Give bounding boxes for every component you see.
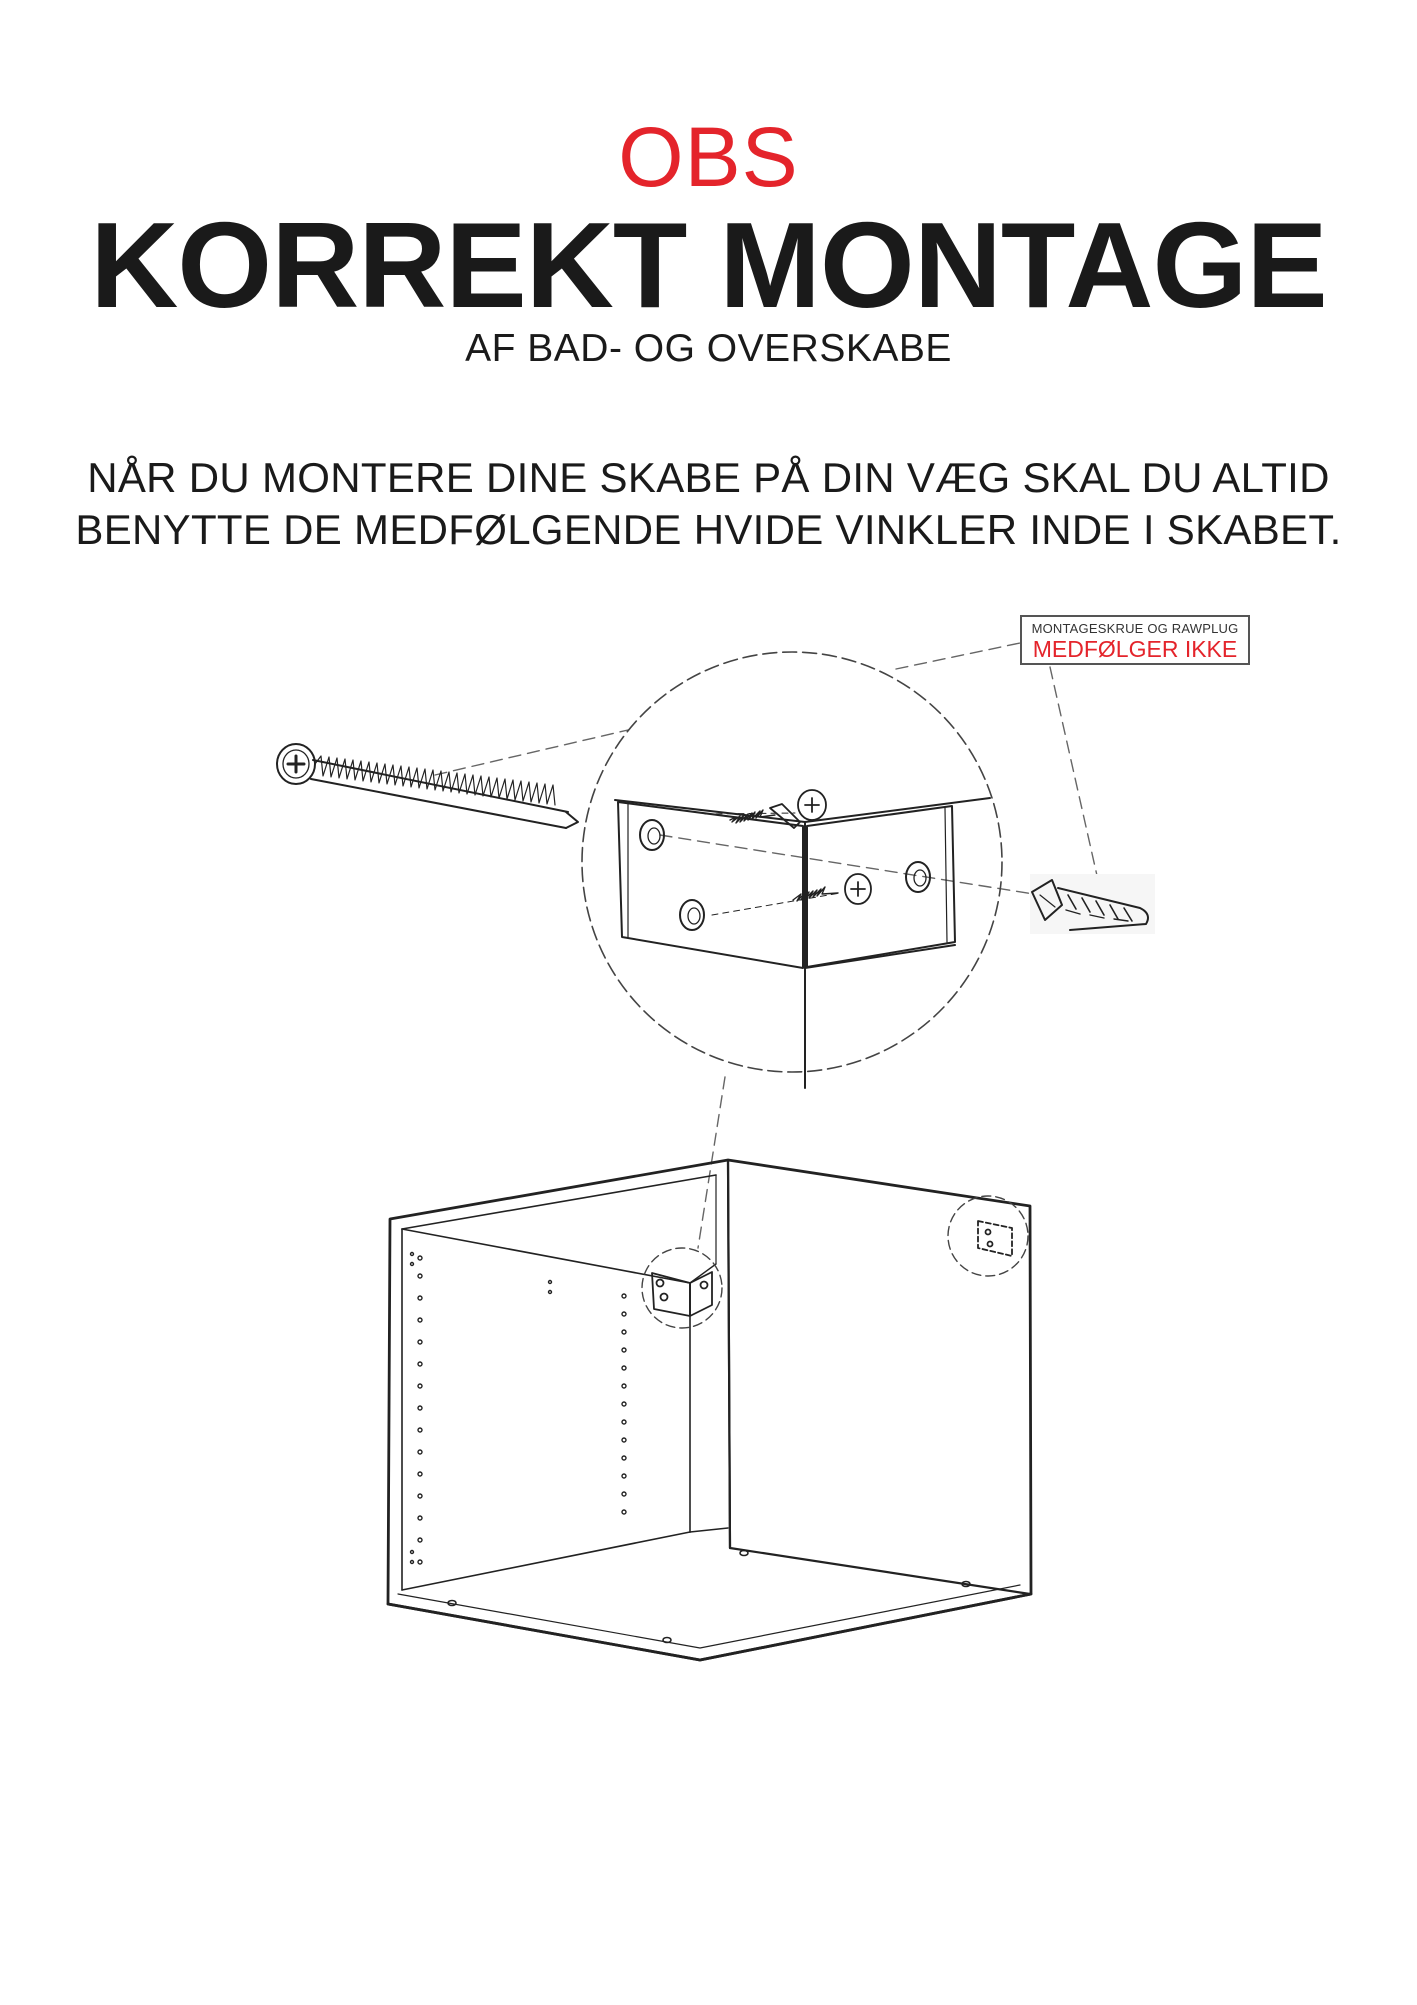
wall-plug-icon xyxy=(1030,874,1155,934)
cabinet-icon xyxy=(388,1160,1031,1660)
page-subtitle: AF BAD- OG OVERSKABE xyxy=(465,327,952,370)
dashed-leader-lines xyxy=(435,643,1098,1248)
note-box xyxy=(1020,615,1250,665)
note-warning-text: MEDFØLGER IKKE xyxy=(1032,636,1238,662)
short-screw-icon xyxy=(712,874,871,915)
small-detail-circle xyxy=(642,1248,722,1328)
detail-zoom-circle xyxy=(582,652,1002,1072)
instruction-line-1: NÅR DU MONTERE DINE SKABE PÅ DIN VÆG SKAL DU ALTID xyxy=(87,454,1330,501)
corner-bracket-icon xyxy=(652,1272,712,1316)
page-title: KORREKT MONTAGE xyxy=(90,197,1327,333)
side-detail-circle xyxy=(948,1196,1028,1276)
instruction-line-2: BENYTTE DE MEDFØLGENDE HVIDE VINKLER INDE I SKABET. xyxy=(75,506,1342,553)
corner-bracket-icon xyxy=(618,802,803,968)
note-small-text: MONTAGESKRUE OG RAWPLUG xyxy=(1031,621,1239,636)
long-screw-icon xyxy=(277,744,578,828)
corner-bracket-icon xyxy=(978,1221,1012,1256)
warning-label: OBS xyxy=(618,110,799,204)
corner-detail xyxy=(615,798,990,1088)
